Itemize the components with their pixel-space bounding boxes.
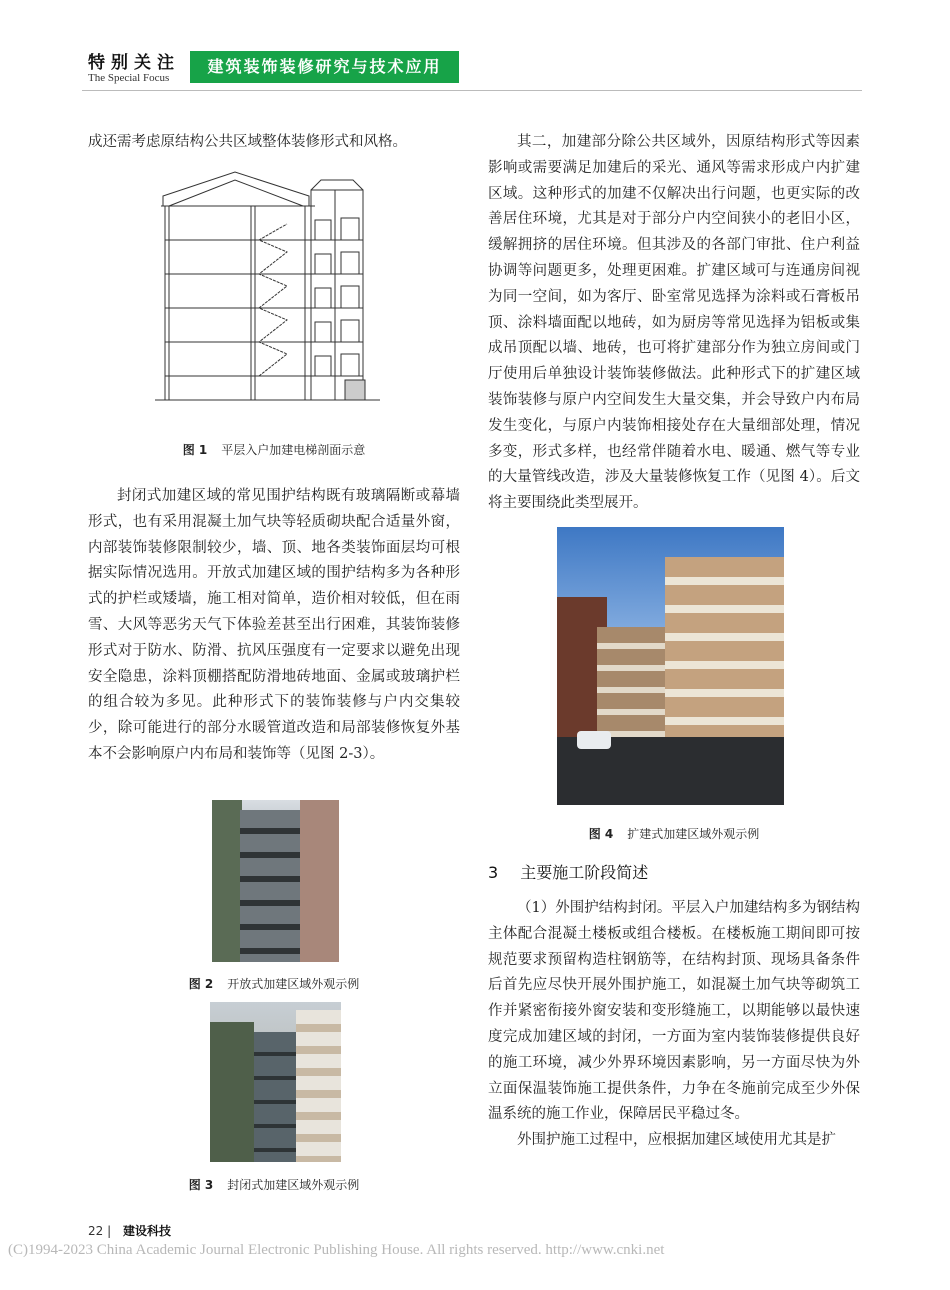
paragraph: 封闭式加建区域的常见围护结构既有玻璃隔断或幕墙形式，也有采用混凝土加气块等轻质砌块配合适量外窗，内部装饰装修限制较少，墙、顶、地各类装饰面层均可根据实际情况选用。开放式加建区域的围护结构多为各种形式的护栏或矮墙，施工相对简单，造价相对较低，但在雨雪、大风等恶劣天气下体验差甚至出行困难，其装饰装修形式对于防水、防滑、抗风压强度有一定要求以避免出现安全隐患，涂料顶棚搭配防滑地砖地面、金属或玻璃护栏的组合较为多见。此种形式下的装饰装修与户内交集较少，除可能进行的部分水暖管道改造和局部装修恢复外基本不会影响原户内布局和装饰等（见图 2-3）。 — [88, 488, 460, 762]
paragraph: 外围护施工过程中，应根据加建区域使用尤其是扩 — [517, 1132, 836, 1149]
left-column-top — [88, 130, 460, 156]
section-label-english: The Special Focus — [88, 72, 170, 84]
figure-1-caption: 图 1 平层入户加建电梯剖面示意 — [182, 443, 366, 457]
section-heading: 3 主要施工阶段简述 — [488, 863, 649, 882]
extension-addition-photo — [557, 527, 784, 805]
left-column-body — [88, 484, 460, 768]
header-divider — [82, 90, 862, 91]
journal-name: 建设科技 — [122, 1224, 171, 1238]
page-number: 22 — [88, 1224, 104, 1238]
closed-addition-photo — [210, 1002, 341, 1162]
right-column-top — [488, 130, 860, 517]
paragraph: 成还需考虑原结构公共区域整体装修形式和风格。 — [88, 134, 407, 150]
elevator-section-drawing — [155, 168, 380, 416]
figure-3-caption: 图 3 封闭式加建区域外观示例 — [188, 1178, 360, 1192]
figure-2-caption: 图 2 开放式加建区域外观示例 — [188, 977, 360, 991]
right-column-body — [488, 896, 860, 1154]
paragraph: （1）外围护结构封闭。平层入户加建结构多为钢结构主体配合混凝土楼板或组合楼板。在楼板施工期间即可按规范要求预留构造柱钢筋等，在结构封顶、现场具备条件后首先应尽快开展外围护施工，如混凝土加气块等砌筑工作并紧密衔接外窗安装和变形缝施工，以期能够以最快速度完成加建区域的封闭，一方面为室内装饰装修提供良好的施工环境，减少外界环境因素影响，另一方面尽快为外立面保温装饰施工提供条件，力争在冬施前完成至少外保温系统的施工作业，保障居民平稳过冬。 — [488, 900, 860, 1123]
section-label: 特别关注 — [88, 53, 180, 73]
copyright-watermark: (C)1994-2023 China Academic Journal Electronic Publishing House. All rights reserved. http://www.cnki.net — [8, 1242, 665, 1258]
topic-banner: 建筑装饰装修研究与技术应用 — [190, 51, 459, 83]
footer-separator: | — [107, 1224, 112, 1238]
page-footer — [88, 1222, 171, 1239]
open-addition-photo — [212, 800, 339, 962]
paragraph: 其二，加建部分除公共区域外，因原结构形式等因素影响或需要满足加建后的采光、通风等需求形成户内扩建区域。这种形式的加建不仅解决出行问题，也更实际的改善居住环境，尤其是对于部分户内空间狭小的老旧小区，缓解拥挤的居住环境。但其涉及的各部门审批、住户利益协调等问题更多，处理更困难。扩建区域可与连通房间视为同一空间，如为客厅、卧室常见选择为涂料或石膏板吊顶、涂料墙面配以地砖，如为厨房等常见选择为铝板或集成吊顶配以墙、地砖，也可将扩建部分作为独立房间或门厅使用后单独设计装饰装修做法。此种形式下的扩建区域装饰装修与原户内空间发生大量交集，并会导致户内布局发生变化，与原户内装饰相接处存在大量细部处理，情况多变，形式多样，也经常伴随着水电、暖通、燃气等专业的大量管线改造，涉及大量装修恢复工作（见图 4）。后文将主要围绕此类型展开。 — [488, 134, 860, 512]
figure-4-caption: 图 4 扩建式加建区域外观示例 — [588, 827, 760, 841]
